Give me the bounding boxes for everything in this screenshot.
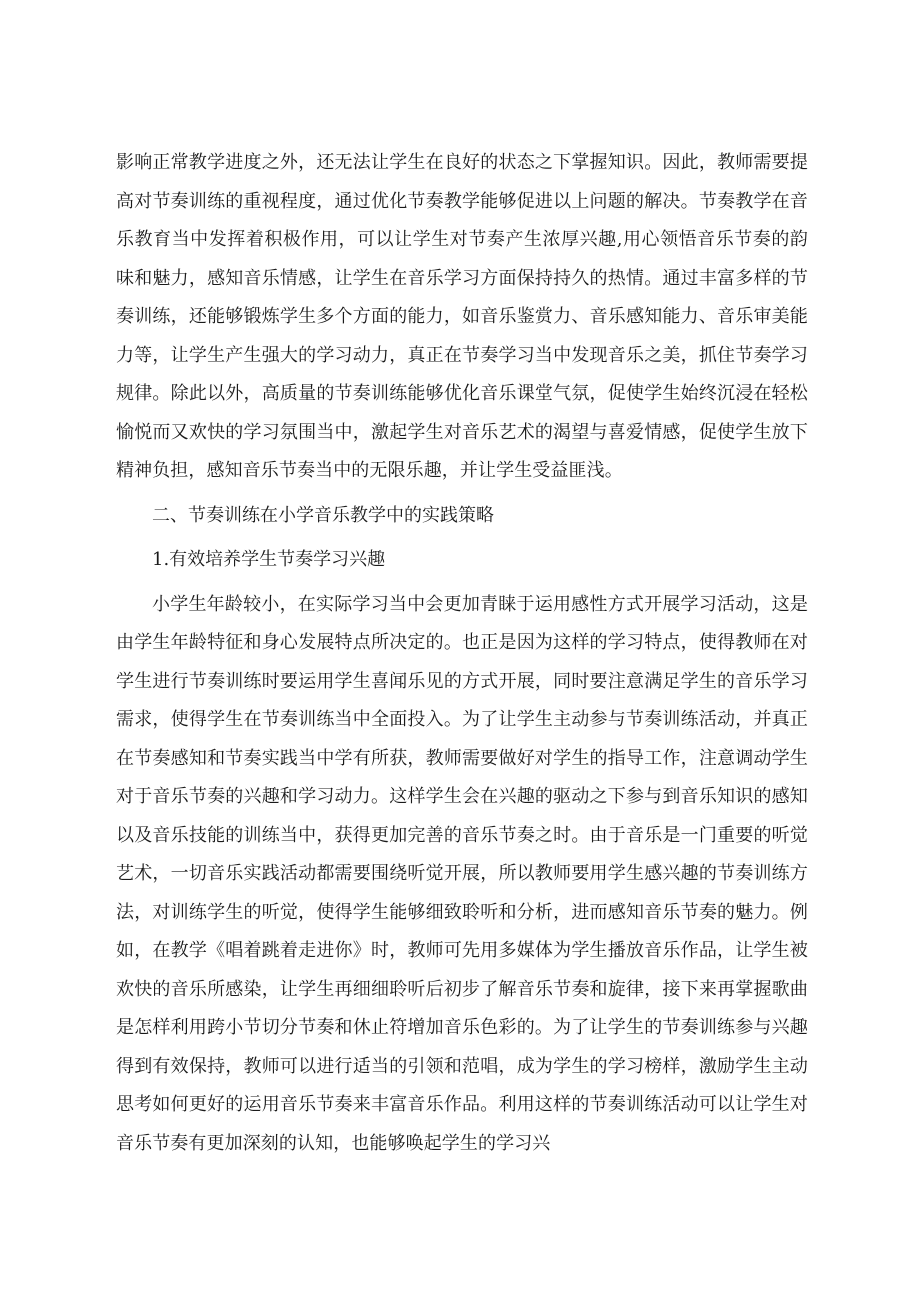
body-paragraph: 小学生年龄较小，在实际学习当中会更加青睐于运用感性方式开展学习活动，这是由学生年龄特征和身心发展特点所决定的。也正是因为这样的学习特点，使得教师在对学生进行节奏训练时要运用学生喜闻乐见的方式开展，同时要注意满足学生的音乐学习需求，使得学生在节奏训练当中全面投入。为了让学生主动参与节奏训练活动，并真正在节奏感知和节奏实践当中学有所获，教师需要做好对学生的指导工作，注意调动学生对于音乐节奏的兴趣和学习动力。这样学生会在兴趣的驱动之下参与到音乐知识的感知以及音乐技能的训练当中，获得更加完善的音乐节奏之时。由于音乐是一门重要的听觉艺术，一切音乐实践活动都需要围绕听觉开展，所以教师要用学生感兴趣的节奏训练方法，对训练学生的听觉，使得学生能够细致聆听和分析，进而感知音乐节奏的魅力。例如，在教学《唱着跳着走进你》时，教师可先用多媒体为学生播放音乐作品，让学生被欢快的音乐所感染，让学生再细细聆听后初步了解音乐节奏和旋律，接下来再掌握歌曲是怎样利用跨小节切分节奏和休止符增加音乐色彩的。为了让学生的节奏训练参与兴趣得到有效保持，教师可以进行适当的引领和范唱，成为学生的学习榜样，激励学生主动思考如何更好的运用音乐节奏来丰富音乐作品。利用这样的节奏训练活动可以让学生对音乐节奏有更加深刻的认知，也能够唤起学生的学习兴	[116, 593, 808, 1154]
document-page	[116, 144, 808, 1163]
body-paragraph: 影响正常教学进度之外，还无法让学生在良好的状态之下掌握知识。因此，教师需要提高对节奏训练的重视程度，通过优化节奏教学能够促进以上问题的解决。节奏教学在音乐教育当中发挥着积极作用，可以让学生对节奏产生浓厚兴趣,用心领悟音乐节奏的韵味和魅力，感知音乐情感，让学生在音乐学习方面保持持久的热情。通过丰富多样的节奏训练，还能够锻炼学生多个方面的能力，如音乐鉴赏力、音乐感知能力、音乐审美能力等，让学生产生强大的学习动力，真正在节奏学习当中发现音乐之美，抓住节奏学习规律。除此以外，高质量的节奏训练能够优化音乐课堂气氛，促使学生始终沉浸在轻松愉悦而又欢快的学习氛围当中，激起学生对音乐艺术的渴望与喜爱情感，促使学生放下精神负担，感知音乐节奏当中的无限乐趣，并让学生受益匪浅。	[116, 152, 808, 481]
section-heading: 二、节奏训练在小学音乐教学中的实践策略	[152, 504, 494, 526]
subsection-heading: 1.有效培养学生节奏学习兴趣	[152, 549, 386, 570]
